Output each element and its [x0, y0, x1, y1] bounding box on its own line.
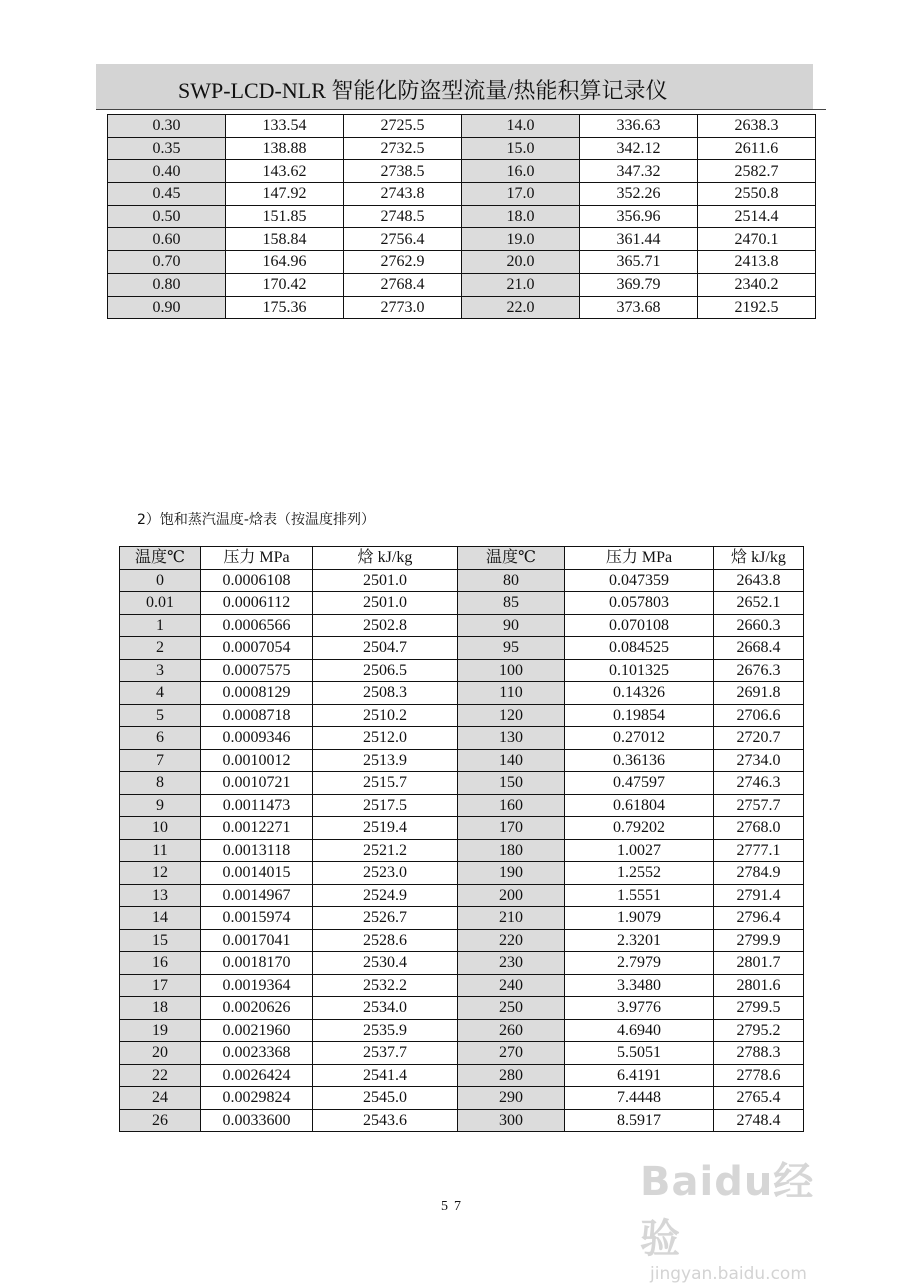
- table-cell: 1.5551: [565, 884, 714, 907]
- pressure-enthalpy-table-continued: [107, 114, 816, 319]
- table-cell: 11: [120, 839, 201, 862]
- table-header-row: [120, 547, 804, 570]
- table-cell: 2413.8: [698, 251, 816, 274]
- table-cell: 1: [120, 614, 201, 637]
- watermark-url: jingyan.baidu.com: [650, 1264, 807, 1284]
- table-cell: 0.14326: [565, 682, 714, 705]
- table-cell: 2638.3: [698, 115, 816, 138]
- table-cell: 2519.4: [313, 817, 458, 840]
- table-cell: 160: [458, 794, 565, 817]
- table-cell: 2528.6: [313, 929, 458, 952]
- table-cell: 0.0021960: [201, 1019, 313, 1042]
- table-row: [120, 794, 804, 817]
- table-row: [120, 727, 804, 750]
- page-title: SWP-LCD-NLR 智能化防盗型流量/热能积算记录仪: [178, 78, 668, 103]
- table-cell: 0.50: [108, 205, 226, 228]
- table-header-cell: 温度℃: [120, 547, 201, 570]
- table-row: [120, 952, 804, 975]
- table-cell: 0.101325: [565, 659, 714, 682]
- table-row: [108, 251, 816, 274]
- table-cell: 14.0: [462, 115, 580, 138]
- table-row: [120, 884, 804, 907]
- table-cell: 2192.5: [698, 296, 816, 319]
- table-cell: 0.0017041: [201, 929, 313, 952]
- table-cell: 2795.2: [714, 1019, 804, 1042]
- table-cell: 0.0015974: [201, 907, 313, 930]
- table-cell: 2541.4: [313, 1064, 458, 1087]
- table-cell: 164.96: [226, 251, 344, 274]
- table-cell: 95: [458, 637, 565, 660]
- table-row: [108, 160, 816, 183]
- table-row: [108, 183, 816, 206]
- table-row: [120, 637, 804, 660]
- table-header-cell: 焓 kJ/kg: [714, 547, 804, 570]
- table-cell: 2537.7: [313, 1042, 458, 1065]
- table-cell: 2799.9: [714, 929, 804, 952]
- table-cell: 210: [458, 907, 565, 930]
- table-cell: 22.0: [462, 296, 580, 319]
- table-row: [120, 997, 804, 1020]
- table-cell: 2652.1: [714, 592, 804, 615]
- table-cell: 138.88: [226, 137, 344, 160]
- table-cell: 0.36136: [565, 749, 714, 772]
- table-cell: 2514.4: [698, 205, 816, 228]
- saturated-steam-temperature-enthalpy-table: [119, 546, 804, 1132]
- table-cell: 220: [458, 929, 565, 952]
- table-cell: 14: [120, 907, 201, 930]
- table-header-cell: 压力 MPa: [201, 547, 313, 570]
- table-cell: 0.19854: [565, 704, 714, 727]
- table-cell: 356.96: [580, 205, 698, 228]
- table-cell: 0.70: [108, 251, 226, 274]
- table-row: [120, 1064, 804, 1087]
- table-cell: 3.9776: [565, 997, 714, 1020]
- table-cell: 0.0011473: [201, 794, 313, 817]
- table-cell: 200: [458, 884, 565, 907]
- table-cell: 0.79202: [565, 817, 714, 840]
- table-cell: 2501.0: [313, 592, 458, 615]
- header-divider: [96, 109, 826, 110]
- table-cell: 0.40: [108, 160, 226, 183]
- table-cell: 2765.4: [714, 1087, 804, 1110]
- table-cell: 373.68: [580, 296, 698, 319]
- table-row: [120, 1019, 804, 1042]
- baidu-jingyan-watermark: [640, 1150, 840, 1284]
- table-cell: 7: [120, 749, 201, 772]
- table-row: [120, 1109, 804, 1132]
- table-cell: 2545.0: [313, 1087, 458, 1110]
- table-cell: 22: [120, 1064, 201, 1087]
- table-header-cell: 压力 MPa: [565, 547, 714, 570]
- table-cell: 5.5051: [565, 1042, 714, 1065]
- table-cell: 7.4448: [565, 1087, 714, 1110]
- table-cell: 0.0020626: [201, 997, 313, 1020]
- table-cell: 24: [120, 1087, 201, 1110]
- table-cell: 0.0014967: [201, 884, 313, 907]
- table-cell: 0.0018170: [201, 952, 313, 975]
- table-cell: 2504.7: [313, 637, 458, 660]
- table-cell: 0.0010721: [201, 772, 313, 795]
- table-cell: 2513.9: [313, 749, 458, 772]
- table-row: [120, 614, 804, 637]
- table-cell: 0: [120, 569, 201, 592]
- table-cell: 2502.8: [313, 614, 458, 637]
- table-row: [120, 907, 804, 930]
- table-cell: 130: [458, 727, 565, 750]
- table-cell: 12: [120, 862, 201, 885]
- table-cell: 2768.4: [344, 273, 462, 296]
- table-cell: 2532.2: [313, 974, 458, 997]
- table-cell: 10: [120, 817, 201, 840]
- table-cell: 240: [458, 974, 565, 997]
- table-cell: 2777.1: [714, 839, 804, 862]
- table-row: [108, 115, 816, 138]
- table-cell: 0.90: [108, 296, 226, 319]
- table-cell: 80: [458, 569, 565, 592]
- table-row: [108, 205, 816, 228]
- table-cell: 2526.7: [313, 907, 458, 930]
- table-cell: 15: [120, 929, 201, 952]
- table-cell: 300: [458, 1109, 565, 1132]
- table-row: [120, 839, 804, 862]
- table-cell: 19.0: [462, 228, 580, 251]
- table-row: [120, 682, 804, 705]
- table-cell: 4.6940: [565, 1019, 714, 1042]
- page-number: 57: [441, 1199, 467, 1214]
- table-cell: 0.01: [120, 592, 201, 615]
- table-cell: 0.057803: [565, 592, 714, 615]
- table-cell: 260: [458, 1019, 565, 1042]
- table-cell: 13: [120, 884, 201, 907]
- table-cell: 143.62: [226, 160, 344, 183]
- table-cell: 290: [458, 1087, 565, 1110]
- table-row: [120, 929, 804, 952]
- table-cell: 0.35: [108, 137, 226, 160]
- table-cell: 270: [458, 1042, 565, 1065]
- table-cell: 3.3480: [565, 974, 714, 997]
- table-cell: 17: [120, 974, 201, 997]
- table-cell: 0.0006108: [201, 569, 313, 592]
- table-cell: 2340.2: [698, 273, 816, 296]
- table-cell: 151.85: [226, 205, 344, 228]
- table-cell: 2732.5: [344, 137, 462, 160]
- table-cell: 26: [120, 1109, 201, 1132]
- table-cell: 0.0009346: [201, 727, 313, 750]
- table-cell: 8.5917: [565, 1109, 714, 1132]
- table-cell: 2801.6: [714, 974, 804, 997]
- table-cell: 1.0027: [565, 839, 714, 862]
- table-row: [120, 974, 804, 997]
- table-cell: 2784.9: [714, 862, 804, 885]
- table-row: [120, 659, 804, 682]
- table-cell: 352.26: [580, 183, 698, 206]
- table-cell: 170: [458, 817, 565, 840]
- table-cell: 2: [120, 637, 201, 660]
- table-cell: 2668.4: [714, 637, 804, 660]
- table-cell: 2523.0: [313, 862, 458, 885]
- table-cell: 2521.2: [313, 839, 458, 862]
- table-cell: 2517.5: [313, 794, 458, 817]
- table-cell: 5: [120, 704, 201, 727]
- table-cell: 2510.2: [313, 704, 458, 727]
- table-cell: 2801.7: [714, 952, 804, 975]
- table-cell: 16: [120, 952, 201, 975]
- table-cell: 0.0010012: [201, 749, 313, 772]
- table-cell: 2725.5: [344, 115, 462, 138]
- table-row: [120, 749, 804, 772]
- table-cell: 15.0: [462, 137, 580, 160]
- watermark-logo: Baidu经验: [640, 1159, 815, 1262]
- table-row: [120, 704, 804, 727]
- table-cell: 1.9079: [565, 907, 714, 930]
- table-cell: 2501.0: [313, 569, 458, 592]
- table-cell: 347.32: [580, 160, 698, 183]
- table-cell: 175.36: [226, 296, 344, 319]
- table-cell: 2788.3: [714, 1042, 804, 1065]
- table-cell: 2530.4: [313, 952, 458, 975]
- table-cell: 0.0012271: [201, 817, 313, 840]
- table-row: [108, 228, 816, 251]
- table-cell: 280: [458, 1064, 565, 1087]
- table-cell: 16.0: [462, 160, 580, 183]
- table-cell: 0.27012: [565, 727, 714, 750]
- table-cell: 2743.8: [344, 183, 462, 206]
- table-cell: 110: [458, 682, 565, 705]
- table-cell: 0.80: [108, 273, 226, 296]
- table-cell: 2799.5: [714, 997, 804, 1020]
- table-cell: 1.2552: [565, 862, 714, 885]
- table-cell: 0.0023368: [201, 1042, 313, 1065]
- table-cell: 0.0006566: [201, 614, 313, 637]
- table-cell: 2791.4: [714, 884, 804, 907]
- table-cell: 2535.9: [313, 1019, 458, 1042]
- table-cell: 230: [458, 952, 565, 975]
- table-row: [120, 862, 804, 885]
- table-cell: 2746.3: [714, 772, 804, 795]
- table-cell: 0.0019364: [201, 974, 313, 997]
- table-cell: 0.60: [108, 228, 226, 251]
- table-cell: 6: [120, 727, 201, 750]
- table-cell: 120: [458, 704, 565, 727]
- table-cell: 2778.6: [714, 1064, 804, 1087]
- table-cell: 140: [458, 749, 565, 772]
- table-cell: 0.0006112: [201, 592, 313, 615]
- table-cell: 0.30: [108, 115, 226, 138]
- table-cell: 0.0026424: [201, 1064, 313, 1087]
- table-cell: 2506.5: [313, 659, 458, 682]
- table-cell: 2738.5: [344, 160, 462, 183]
- table-cell: 2768.0: [714, 817, 804, 840]
- table-cell: 0.61804: [565, 794, 714, 817]
- table-cell: 0.0033600: [201, 1109, 313, 1132]
- table-cell: 2515.7: [313, 772, 458, 795]
- table-cell: 158.84: [226, 228, 344, 251]
- table-row: [120, 569, 804, 592]
- table-cell: 19: [120, 1019, 201, 1042]
- table-row: [108, 296, 816, 319]
- table-cell: 18: [120, 997, 201, 1020]
- table-cell: 2550.8: [698, 183, 816, 206]
- table-cell: 2676.3: [714, 659, 804, 682]
- table-cell: 4: [120, 682, 201, 705]
- table-cell: 2611.6: [698, 137, 816, 160]
- table-cell: 2470.1: [698, 228, 816, 251]
- table-cell: 0.0007054: [201, 637, 313, 660]
- table-cell: 0.0029824: [201, 1087, 313, 1110]
- table-cell: 180: [458, 839, 565, 862]
- table-cell: 0.084525: [565, 637, 714, 660]
- table-cell: 365.71: [580, 251, 698, 274]
- table-cell: 2706.6: [714, 704, 804, 727]
- table-cell: 2.7979: [565, 952, 714, 975]
- table-cell: 0.45: [108, 183, 226, 206]
- table-cell: 2643.8: [714, 569, 804, 592]
- section-caption: 2）饱和蒸汽温度-焓表（按温度排列）: [137, 512, 375, 528]
- table-cell: 20.0: [462, 251, 580, 274]
- table-cell: 2734.0: [714, 749, 804, 772]
- table-cell: 147.92: [226, 183, 344, 206]
- table-cell: 0.070108: [565, 614, 714, 637]
- table-cell: 9: [120, 794, 201, 817]
- table-cell: 3: [120, 659, 201, 682]
- table-cell: 100: [458, 659, 565, 682]
- table-cell: 2543.6: [313, 1109, 458, 1132]
- table-cell: 250: [458, 997, 565, 1020]
- table-cell: 2773.0: [344, 296, 462, 319]
- table-cell: 2534.0: [313, 997, 458, 1020]
- table-cell: 17.0: [462, 183, 580, 206]
- table-cell: 2691.8: [714, 682, 804, 705]
- table-cell: 90: [458, 614, 565, 637]
- table-cell: 0.0008718: [201, 704, 313, 727]
- table-cell: 0.0014015: [201, 862, 313, 885]
- table-cell: 2720.7: [714, 727, 804, 750]
- table-cell: 0.0007575: [201, 659, 313, 682]
- table-cell: 150: [458, 772, 565, 795]
- table-cell: 336.63: [580, 115, 698, 138]
- table-cell: 2756.4: [344, 228, 462, 251]
- table-cell: 21.0: [462, 273, 580, 296]
- table-row: [120, 592, 804, 615]
- table-cell: 342.12: [580, 137, 698, 160]
- table-cell: 2512.0: [313, 727, 458, 750]
- table-cell: 0.047359: [565, 569, 714, 592]
- table-cell: 170.42: [226, 273, 344, 296]
- table-cell: 0.0013118: [201, 839, 313, 862]
- table-cell: 369.79: [580, 273, 698, 296]
- table-cell: 2762.9: [344, 251, 462, 274]
- table-cell: 133.54: [226, 115, 344, 138]
- table-cell: 2524.9: [313, 884, 458, 907]
- table-cell: 2660.3: [714, 614, 804, 637]
- table-cell: 2757.7: [714, 794, 804, 817]
- table-row: [120, 772, 804, 795]
- table-cell: 2748.5: [344, 205, 462, 228]
- table-row: [120, 817, 804, 840]
- table-row: [120, 1087, 804, 1110]
- table-header-cell: 焓 kJ/kg: [313, 547, 458, 570]
- table-cell: 8: [120, 772, 201, 795]
- table-cell: 2508.3: [313, 682, 458, 705]
- table-row: [108, 137, 816, 160]
- table-cell: 18.0: [462, 205, 580, 228]
- table-cell: 361.44: [580, 228, 698, 251]
- table-cell: 0.47597: [565, 772, 714, 795]
- table-cell: 20: [120, 1042, 201, 1065]
- table-cell: 85: [458, 592, 565, 615]
- table-header-cell: 温度℃: [458, 547, 565, 570]
- table-cell: 2796.4: [714, 907, 804, 930]
- table-cell: 2582.7: [698, 160, 816, 183]
- table-cell: 2.3201: [565, 929, 714, 952]
- table-row: [108, 273, 816, 296]
- table-cell: 6.4191: [565, 1064, 714, 1087]
- table-cell: 0.0008129: [201, 682, 313, 705]
- table-row: [120, 1042, 804, 1065]
- table-cell: 2748.4: [714, 1109, 804, 1132]
- table-cell: 190: [458, 862, 565, 885]
